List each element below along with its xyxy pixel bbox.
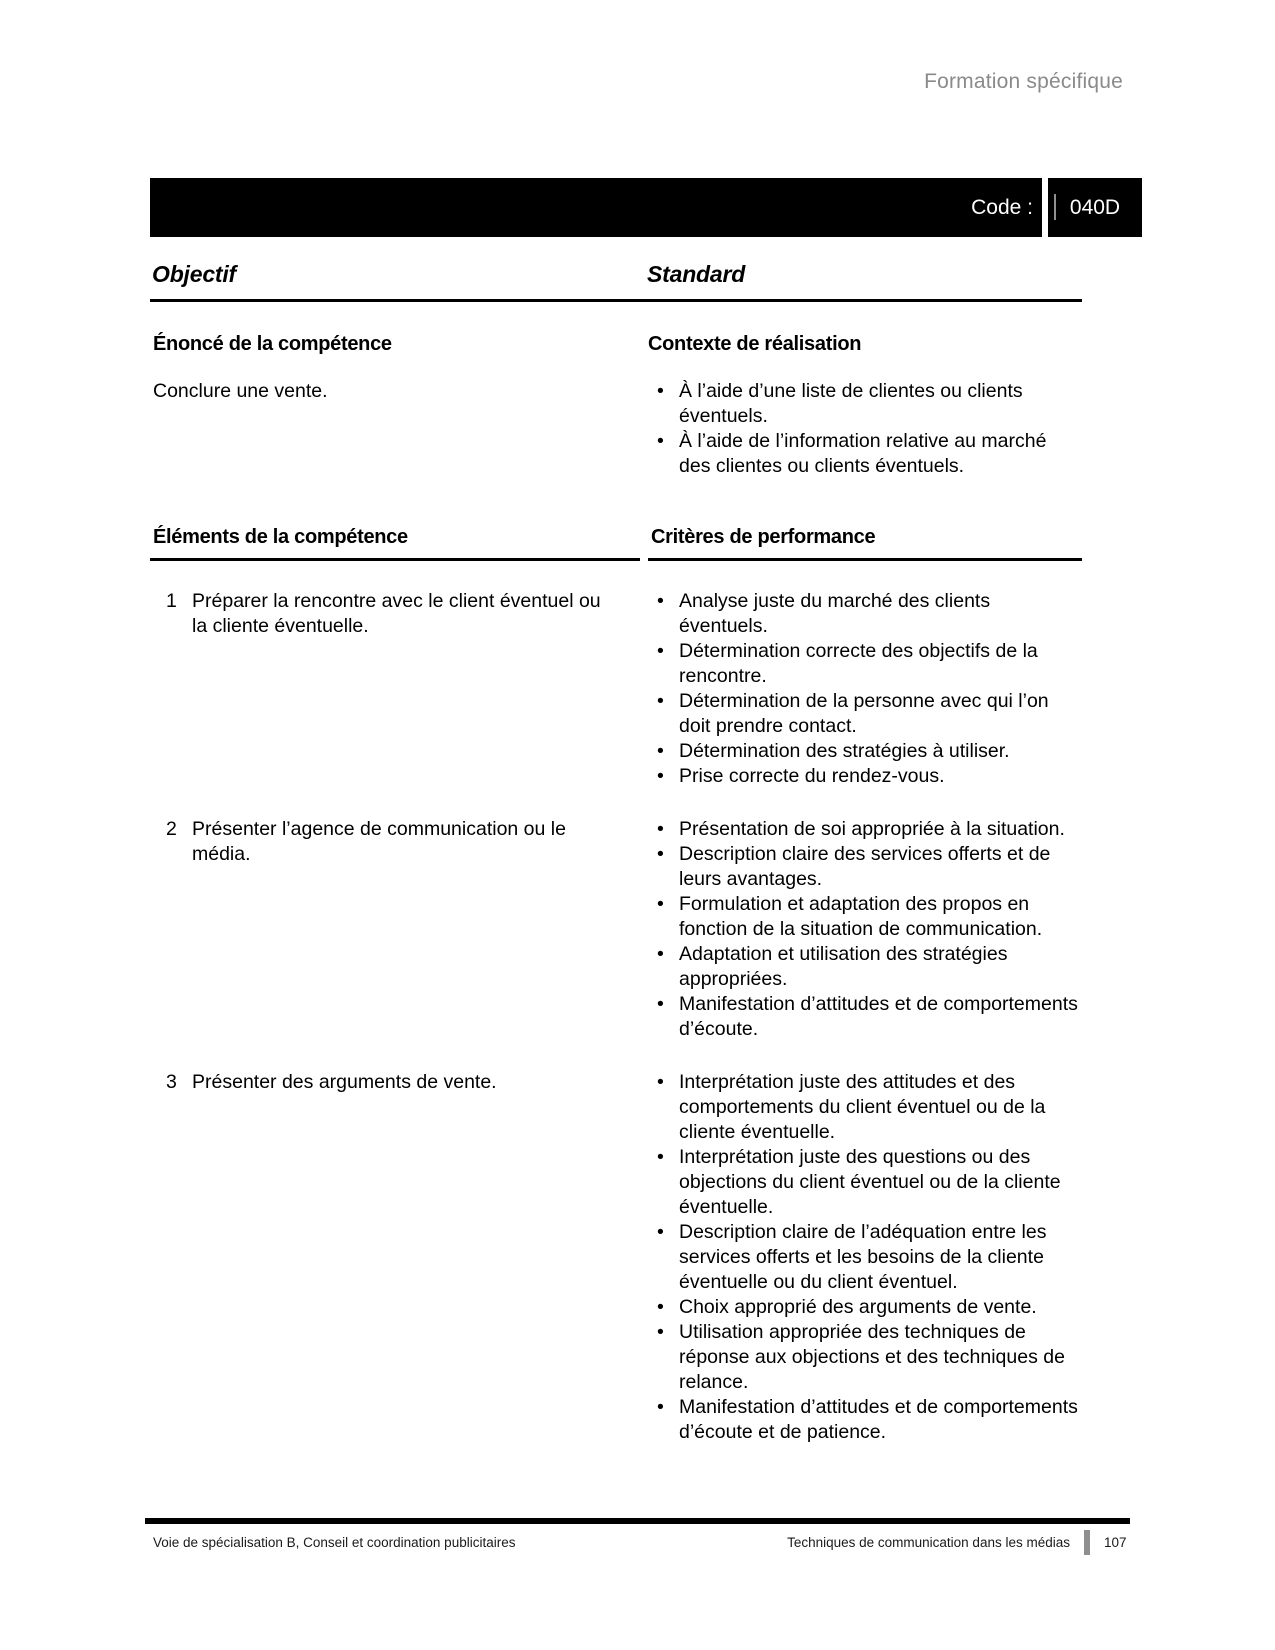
section-enonce-contexte [150,332,1082,479]
running-header: Formation spécifique [924,70,1123,93]
bullet-item: • À l’aide d’une liste de clientes ou clients éventuels. [645,379,1082,429]
element-row-1 [150,589,1082,789]
criterion-item: • Manifestation d’attitudes et de comportements d’écoute et de patience. [645,1395,1082,1445]
contexte-heading: Contexte de réalisation [648,333,862,355]
code-value: 040D [1069,195,1121,219]
element-number: 1 [166,590,177,612]
elements-heading: Éléments de la compétence [153,526,408,548]
criterion-item: • Interprétation juste des attitudes et des comportements du client éventuel ou de la cliente éventuelle. [645,1070,1082,1145]
criterion-item: • Prise correcte du rendez-vous. [645,764,1082,789]
code-bar [150,178,1142,237]
criterion-item: • Description claire de l’adéquation entre les services offerts et les besoins de la cliente éventuelle ou du client éventuel. [645,1220,1082,1295]
standard-heading: Standard [647,261,746,287]
element-text: Présenter des arguments de vente. [192,1071,497,1093]
section-elements-criteres-headers [150,525,1082,561]
criterion-item: • Présentation de soi appropriée à la situation. [645,817,1082,842]
criterion-item: • Interprétation juste des questions ou des objections du client éventuel ou de la cliente éventuelle. [645,1145,1082,1220]
criteria-list [645,1070,1082,1445]
criterion-item: • Adaptation et utilisation des stratégies appropriées. [645,942,1082,992]
code-cell-tick [1054,194,1056,220]
criterion-item: • Détermination correcte des objectifs de la rencontre. [645,639,1082,689]
footer-right-text: Techniques de communication dans les médias [787,1535,1070,1550]
element-row-3 [150,1070,1082,1445]
criterion-item: • Description claire des services offerts et de leurs avantages. [645,842,1082,892]
code-value-cell [1048,178,1142,237]
code-label: Code : [150,178,1042,237]
bullet-item: • À l’aide de l’information relative au marché des clientes ou clients éventuels. [645,429,1082,479]
enonce-heading: Énoncé de la compétence [153,333,392,355]
element-row-2 [150,817,1082,1042]
footer-rule [145,1518,1130,1524]
page-number: 107 [1104,1535,1127,1550]
criterion-item: • Détermination des stratégies à utiliser. [645,739,1082,764]
criterion-item: • Formulation et adaptation des propos en fonction de la situation de communication. [645,892,1082,942]
criteria-list [645,817,1082,1042]
competence-statement: Conclure une vente. [153,380,328,402]
criterion-item: • Manifestation d’attitudes et de comportements d’écoute. [645,992,1082,1042]
criteria-list [645,589,1082,789]
criterion-item: • Choix approprié des arguments de vente. [645,1295,1082,1320]
element-text: Présenter l’agence de communication ou le média. [192,818,566,865]
objectif-heading: Objectif [152,261,237,287]
footer-left-text: Voie de spécialisation B, Conseil et coordination publicitaires [153,1535,516,1550]
contexte-bullet-list [645,379,1082,479]
column-headers [150,262,1082,302]
criterion-item: • Utilisation appropriée des techniques de réponse aux objections et des techniques de relance. [645,1320,1082,1395]
element-text: Préparer la rencontre avec le client éventuel ou la cliente éventuelle. [192,590,601,637]
content-area [150,262,1082,1445]
criterion-item: • Détermination de la personne avec qui l’on doit prendre contact. [645,689,1082,739]
element-number: 3 [166,1071,177,1093]
criterion-item: • Analyse juste du marché des clients éventuels. [645,589,1082,639]
element-number: 2 [166,818,177,840]
page-number-divider [1084,1530,1090,1555]
criteres-heading: Critères de performance [651,526,876,548]
